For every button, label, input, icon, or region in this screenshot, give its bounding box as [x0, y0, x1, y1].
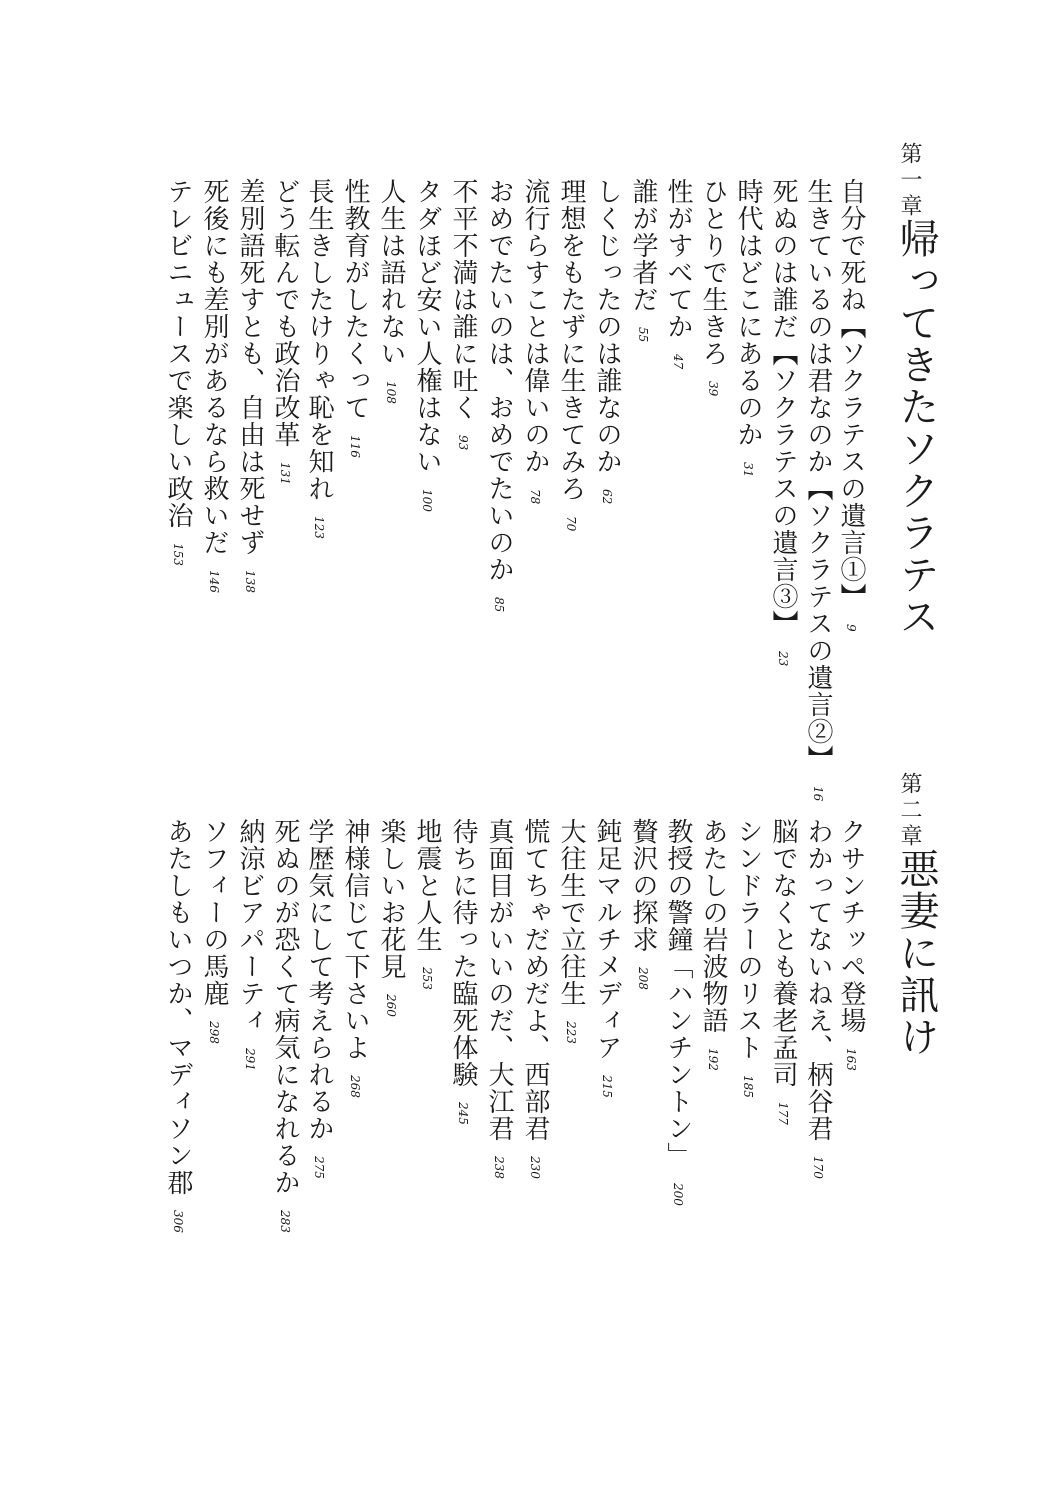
toc-entry-page: 275: [312, 1156, 326, 1179]
toc-entry-page: 31: [741, 462, 755, 478]
toc-entry-page: 138: [243, 570, 257, 593]
toc-entry[interactable]: [770, 818, 796, 1125]
toc-entry-page: 268: [348, 1075, 362, 1098]
toc-entry-title: 教授の警鐘「ハンチントン」: [663, 818, 693, 1169]
toc-entry-title: 性がすべてか: [663, 178, 693, 340]
toc-entry-page: 208: [636, 967, 650, 990]
toc-entry[interactable]: [306, 818, 332, 1179]
toc-entry-page: 223: [564, 1021, 578, 1044]
chapter-2-title: 悪妻に訊け: [893, 848, 939, 1058]
toc-entry-page: 62: [600, 489, 614, 505]
toc-entry-page: 298: [207, 1021, 221, 1044]
toc-entry-title: 地震と人生: [412, 818, 442, 953]
toc-entry-title: 慌てちゃだめだよ、西部君: [520, 818, 550, 1142]
toc-entry[interactable]: [165, 818, 191, 1233]
toc-entry-page: 100: [420, 489, 434, 512]
toc-entry-title: 流行らすことは偉いのか: [520, 178, 550, 475]
toc-entry[interactable]: [272, 818, 298, 1233]
toc-entry-title: 鈍足マルチメディア: [592, 818, 622, 1061]
toc-entry[interactable]: [735, 818, 761, 1098]
toc-entry-title: あたしもいつか、マディソン郡: [163, 818, 193, 1196]
toc-entry-title: 誰が学者だ: [628, 178, 658, 313]
toc-entry[interactable]: [838, 818, 864, 1071]
toc-entry-page: 260: [384, 994, 398, 1017]
toc-entry-title: 死ぬのは誰だ【ソクラテスの遺言③】: [768, 178, 798, 637]
toc-entry-title: ひとりで生きろ: [698, 178, 728, 367]
toc-entry-page: 39: [706, 381, 720, 397]
toc-entry-page: 55: [636, 327, 650, 343]
toc-entry-page: 47: [671, 354, 685, 370]
toc-entry-page: 85: [492, 597, 506, 613]
toc-entry-title: 納涼ビアパーティ: [235, 818, 265, 1034]
toc-entry-page: 291: [243, 1048, 257, 1071]
toc-entry-page: 215: [600, 1075, 614, 1098]
toc-entry-title: 不平不満は誰に吐く: [448, 178, 478, 421]
toc-entry[interactable]: [630, 818, 656, 990]
toc-entry-title: 長生きしたけりゃ恥を知れ: [304, 178, 334, 502]
toc-entry[interactable]: [522, 818, 548, 1179]
toc-entry-page: 16: [811, 786, 825, 802]
toc-entry-page: 192: [706, 1048, 720, 1071]
toc-entry-title: 待ちに待った臨死体験: [448, 818, 478, 1088]
toc-entry-title: 時代はどこにあるのか: [733, 178, 763, 448]
toc-entry-title: あたしの岩波物語: [698, 818, 728, 1034]
toc-entry-title: 人生は語れない: [376, 178, 406, 367]
chapter-1-number: 第一章: [897, 142, 922, 220]
toc-entry-title: 自分で死ね【ソクラテスの遺言①】: [836, 178, 866, 610]
toc-entry-page: 306: [171, 1210, 185, 1233]
toc-entry-title: 性教育がしたくって: [340, 178, 370, 421]
toc-entry-page: 245: [456, 1102, 470, 1125]
toc-entry-page: 9: [844, 624, 858, 632]
toc-entry-title: テレビニュースで楽しい政治: [163, 178, 193, 529]
toc-entry[interactable]: [378, 818, 404, 1017]
toc-entry-title: 生きているのは君なのか【ソクラテスの遺言②】: [803, 178, 833, 772]
toc-entry-title: ソフィーの馬鹿: [199, 818, 229, 1007]
toc-entry-title: クサンチッペ登場: [836, 818, 866, 1034]
toc-entry-title: 神様信じて下さいよ: [340, 818, 370, 1061]
toc-entry-page: 163: [844, 1048, 858, 1071]
toc-entry[interactable]: [450, 818, 476, 1125]
toc-entry-title: 真面目がいいのだ、大江君: [484, 818, 514, 1142]
toc-entry-page: 153: [171, 543, 185, 566]
toc-entry-page: 70: [564, 516, 578, 532]
toc-entry-page: 283: [278, 1210, 292, 1233]
toc-entry-title: 学歴気にして考えられるか: [304, 818, 334, 1142]
toc-entry-page: 123: [312, 516, 326, 539]
toc-entry-title: どう転んでも政治改革: [270, 178, 300, 448]
toc-entry-page: 170: [811, 1156, 825, 1179]
toc-entry-page: 93: [456, 435, 470, 451]
toc-entry-page: 185: [741, 1075, 755, 1098]
toc-entry[interactable]: [700, 818, 726, 1071]
toc-entry[interactable]: [201, 818, 227, 1044]
toc-entry-page: 238: [492, 1156, 506, 1179]
toc-entry-page: 146: [207, 570, 221, 593]
toc-entry-page: 230: [528, 1156, 542, 1179]
toc-entry-page: 131: [278, 462, 292, 485]
toc-entry[interactable]: [414, 818, 440, 990]
toc-entry[interactable]: [805, 818, 831, 1179]
toc-entry-page: 108: [384, 381, 398, 404]
toc-entry-title: わかってないねえ、柄谷君: [803, 818, 833, 1142]
toc-entry-title: 死後にも差別があるなら救いだ: [199, 178, 229, 556]
toc-entry[interactable]: [237, 818, 263, 1071]
chapter-2-number: 第二章: [897, 772, 922, 850]
toc-entry-title: おめでたいのは、おめでたいのか: [484, 178, 514, 583]
toc-entry[interactable]: [486, 818, 512, 1179]
toc-entry-title: 脳でなくとも養老孟司: [768, 818, 798, 1088]
toc-entry-title: 差別語死すとも、自由は死せず: [235, 178, 265, 556]
toc-entry-title: 死ぬのが恐くて病気になれるか: [270, 818, 300, 1196]
toc-entry-page: 200: [671, 1183, 685, 1206]
toc-entry[interactable]: [558, 818, 584, 1044]
toc-entry-title: タダほど安い人権はない: [412, 178, 442, 475]
toc-entry-page: 253: [420, 967, 434, 990]
chapter-1-title: 帰ってきたソクラテス: [893, 218, 939, 638]
toc-entry[interactable]: [594, 818, 620, 1098]
toc-entry[interactable]: [342, 818, 368, 1098]
toc-entry-title: 楽しいお花見: [376, 818, 406, 980]
toc-entry-page: 116: [348, 435, 362, 458]
toc-entry-page: 23: [776, 651, 790, 667]
toc-entry-title: しくじったのは誰なのか: [592, 178, 622, 475]
toc-entry-title: シンドラーのリスト: [733, 818, 763, 1061]
toc-entry-title: 大往生で立往生: [556, 818, 586, 1007]
toc-entry-title: 理想をもたずに生きてみろ: [556, 178, 586, 502]
toc-entry[interactable]: [665, 818, 691, 1206]
toc-entry-title: 贅沢の探求: [628, 818, 658, 953]
toc-entry-page: 177: [776, 1102, 790, 1125]
toc-entry-page: 78: [528, 489, 542, 505]
